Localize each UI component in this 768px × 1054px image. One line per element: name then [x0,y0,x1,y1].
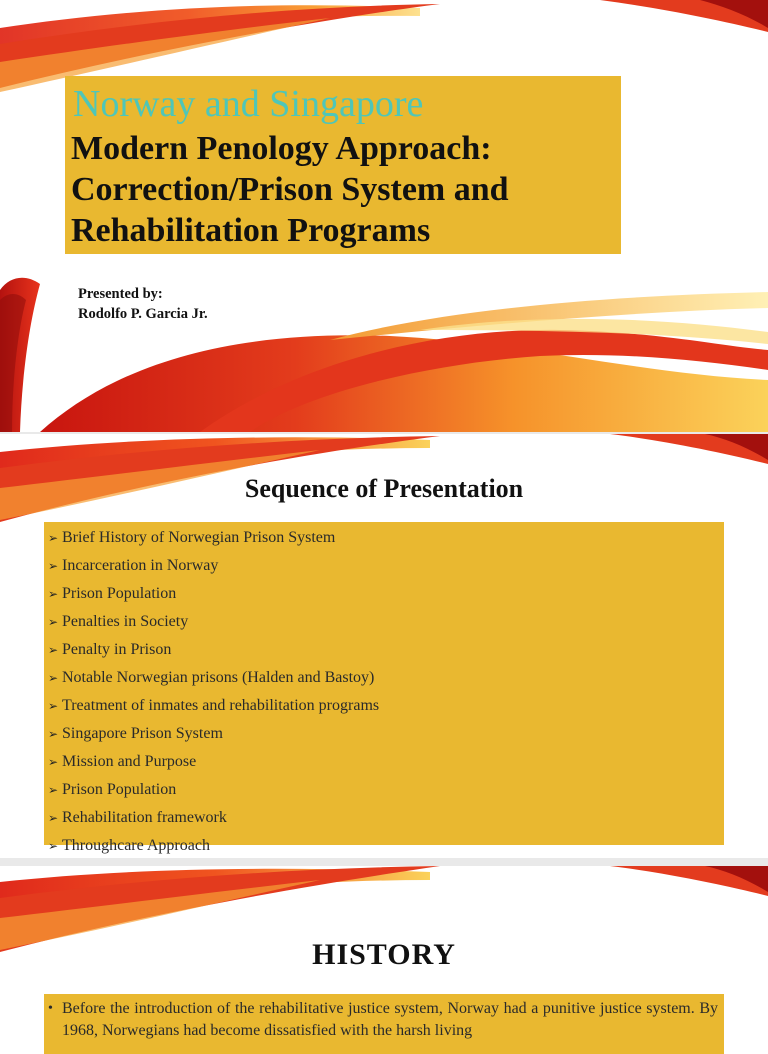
arrow-bullet-icon: ➢ [48,699,59,713]
agenda-item [48,664,724,692]
agenda-item [48,608,724,636]
arrow-bullet-icon: ➢ [48,531,59,545]
agenda-item-label: Incarceration in Norway [62,557,219,574]
agenda-title: Sequence of Presentation [244,474,524,503]
agenda-item-label: Notable Norwegian prisons (Halden and Bastoy) [62,669,375,686]
presented-by-label: Presented by: [78,286,163,302]
title-slide [0,0,768,432]
arrow-bullet-icon: ➢ [48,727,59,741]
agenda-item [48,524,724,552]
agenda-item-label: Treatment of inmates and rehabilitation programs [62,697,380,714]
agenda-item [48,636,724,664]
history-slide [0,866,768,1039]
agenda-item [48,692,724,720]
slide-divider [0,858,768,866]
arrow-bullet-icon: ➢ [48,671,59,685]
agenda-item-label: Penalties in Society [62,613,189,630]
agenda-list [44,522,724,860]
history-paragraph: Before the introduction of the rehabilitative justice system, Norway had a punitive justice system. By 1968, Norwegians had become dissatisfied with the harsh living [62,1000,718,1039]
presenter-block [78,284,208,324]
agenda-item [48,720,724,748]
presenter-name: Rodolfo P. Garcia Jr. [78,306,208,322]
arrow-bullet-icon: ➢ [48,643,59,657]
slide-title-top: Norway and Singapore [73,83,424,125]
arrow-bullet-icon: ➢ [48,839,59,853]
agenda-slide [0,434,768,858]
agenda-item-label: Throughcare Approach [62,837,210,854]
arrow-bullet-icon: ➢ [48,559,59,573]
agenda-item [48,580,724,608]
agenda-item [48,804,724,832]
agenda-item-label: Brief History of Norwegian Prison System [62,529,336,546]
agenda-item-label: Prison Population [62,585,177,602]
agenda-item-label: Penalty in Prison [62,641,172,658]
agenda-item [48,832,724,860]
history-box [44,994,724,1054]
agenda-item [48,552,724,580]
bullet-dot: • [48,1001,53,1016]
history-title: HISTORY [312,938,456,971]
agenda-item-label: Mission and Purpose [62,753,197,770]
agenda-item-label: Prison Population [62,781,177,798]
agenda-box [44,522,724,854]
agenda-item-label: Rehabilitation framework [62,809,227,826]
title-box [65,76,621,254]
slide-title-main: Modern Penology Approach: Correction/Prison System and Rehabilitation Programs [71,130,509,249]
arrow-bullet-icon: ➢ [48,587,59,601]
arrow-bullet-icon: ➢ [48,615,59,629]
arrow-bullet-icon: ➢ [48,811,59,825]
arrow-bullet-icon: ➢ [48,755,59,769]
agenda-item [48,776,724,804]
agenda-item [48,748,724,776]
arrow-bullet-icon: ➢ [48,783,59,797]
agenda-item-label: Singapore Prison System [62,725,223,742]
